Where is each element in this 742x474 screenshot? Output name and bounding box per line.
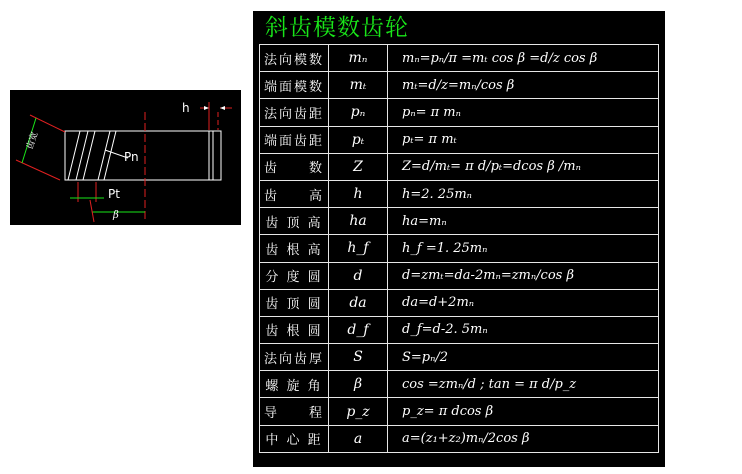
label-tooth-width: 齿宽 — [25, 130, 41, 151]
helical-gear-diagram — [10, 90, 241, 225]
row-formula-cell: pₙ= π mₙ — [388, 99, 659, 126]
row-formula-cell: h_f =1. 25mₙ — [388, 235, 659, 262]
row-name-cell: 齿 根 高 — [260, 235, 329, 262]
row-name-cell: 中 心 距 — [260, 425, 329, 452]
row-name-cell: 导 程 — [260, 398, 329, 425]
row-name-cell: 齿 数 — [260, 153, 329, 180]
row-formula-cell: ha=mₙ — [388, 208, 659, 235]
row-formula-cell: pₜ= π mₜ — [388, 126, 659, 153]
row-symbol-cell: h_f — [329, 235, 388, 262]
row-name-cell: 法向齿厚 — [260, 344, 329, 371]
table-row — [260, 371, 659, 398]
row-symbol-cell: a — [329, 425, 388, 452]
row-name-cell: 齿 顶 高 — [260, 208, 329, 235]
table-row — [260, 425, 659, 452]
row-formula-cell: S=pₙ/2 — [388, 344, 659, 371]
row-symbol-cell: mₙ — [329, 45, 388, 72]
tooth-line-4 — [98, 131, 110, 180]
formula-table-body — [260, 45, 659, 453]
row-formula-cell: Z=d/mₜ= π d/pₜ=dcos β /mₙ — [388, 153, 659, 180]
row-symbol-cell: β — [329, 371, 388, 398]
row-name-cell: 端面齿距 — [260, 126, 329, 153]
width-ext-bottom — [16, 160, 60, 180]
width-ext-top — [30, 115, 65, 132]
row-name-cell: 螺 旋 角 — [260, 371, 329, 398]
table-row — [260, 262, 659, 289]
row-symbol-cell: S — [329, 344, 388, 371]
page-title: 斜齿模数齿轮 — [265, 15, 409, 41]
row-symbol-cell: pₜ — [329, 126, 388, 153]
row-symbol-cell: pₙ — [329, 99, 388, 126]
table-row — [260, 126, 659, 153]
row-formula-cell: p_z= π dcos β — [388, 398, 659, 425]
row-formula-cell: d=zmₜ=da-2mₙ=zmₙ/cos β — [388, 262, 659, 289]
table-row — [260, 344, 659, 371]
label-h: h — [182, 101, 190, 115]
beta-ext — [90, 200, 94, 222]
table-row — [260, 398, 659, 425]
table-row — [260, 316, 659, 343]
tooth-line-5 — [104, 131, 116, 180]
label-beta: β — [113, 210, 119, 221]
table-row — [260, 208, 659, 235]
row-formula-cell: d_f=d-2. 5mₙ — [388, 316, 659, 343]
label-pt: Pt — [108, 187, 120, 201]
row-symbol-cell: Z — [329, 153, 388, 180]
row-name-cell: 齿 根 圆 — [260, 316, 329, 343]
diagram-drawing — [10, 90, 241, 225]
table-row — [260, 180, 659, 207]
row-formula-cell: mₜ=d/z=mₙ/cos β — [388, 72, 659, 99]
row-formula-cell: a=(z₁+z₂)mₙ/2cos β — [388, 425, 659, 452]
row-name-cell: 法向齿距 — [260, 99, 329, 126]
row-name-cell: 分 度 圆 — [260, 262, 329, 289]
row-name-cell: 端面模数 — [260, 72, 329, 99]
label-pn: Pn — [124, 150, 139, 164]
row-symbol-cell: ha — [329, 208, 388, 235]
row-formula-cell: mₙ=pₙ/π =mₜ cos β =d/z cos β — [388, 45, 659, 72]
row-symbol-cell: mₜ — [329, 72, 388, 99]
row-symbol-cell: d — [329, 262, 388, 289]
h-arrow-2 — [220, 106, 225, 110]
table-row — [260, 45, 659, 72]
table-row — [260, 235, 659, 262]
gear-body — [65, 131, 221, 180]
table-row — [260, 153, 659, 180]
row-formula-cell: h=2. 25mₙ — [388, 180, 659, 207]
table-row — [260, 72, 659, 99]
row-symbol-cell: d_f — [329, 316, 388, 343]
row-symbol-cell: p_z — [329, 398, 388, 425]
h-arrow-1 — [204, 106, 209, 110]
table-row — [260, 99, 659, 126]
row-name-cell: 齿 高 — [260, 180, 329, 207]
tooth-line-3 — [83, 131, 95, 180]
row-name-cell: 法向模数 — [260, 45, 329, 72]
row-formula-cell: da=d+2mₙ — [388, 289, 659, 316]
row-name-cell: 齿 顶 圆 — [260, 289, 329, 316]
formula-table — [259, 44, 659, 453]
row-symbol-cell: da — [329, 289, 388, 316]
row-symbol-cell: h — [329, 180, 388, 207]
row-formula-cell: cos =zmₙ/d ; tan = π d/p_z — [388, 371, 659, 398]
table-row — [260, 289, 659, 316]
formula-panel — [253, 11, 665, 467]
